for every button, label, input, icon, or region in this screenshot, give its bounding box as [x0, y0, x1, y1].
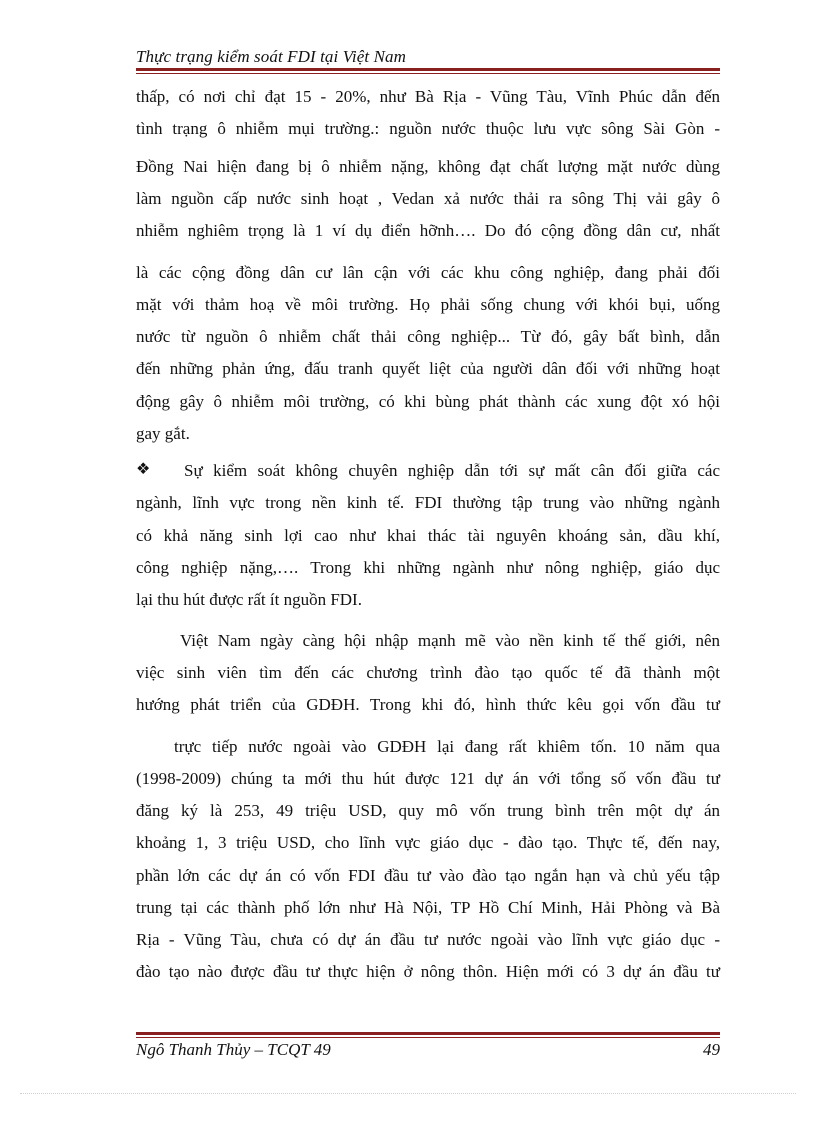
footer-author: Ngô Thanh Thủy – TCQT 49	[136, 1040, 331, 1059]
bullet-line: Sự kiểm soát không chuyên nghiệp dẫn tới sự mất cân đối giữa các	[184, 461, 720, 480]
body-line: đăng ký là 253, 49 triệu USD, quy mô vốn trung bình trên một dự án	[136, 801, 720, 820]
bullet-diamond-icon: ❖	[136, 459, 151, 478]
footer-rule	[136, 1032, 720, 1038]
body-line: động gây ô nhiễm môi trường, có khi bùng phát thành các xung đột xó hội	[136, 392, 720, 411]
body-line: phần lớn các dự án có vốn FDI đầu tư vào đào tạo ngắn hạn và chủ yếu tập	[136, 866, 720, 885]
body-line: trung tại các thành phố lớn như Hà Nội, TP Hồ Chí Minh, Hải Phòng và Bà	[136, 898, 720, 917]
body-line: đến những phản ứng, đấu tranh quyết liệt của người dân đối với những hoạt	[136, 359, 720, 378]
body-line: tình trạng ô nhiễm mụi trường.: nguồn nước thuộc lưu vực sông Sài Gòn -	[136, 119, 720, 138]
body-line: việc sinh viên tìm đến các chương trình đào tạo quốc tế đã thành một	[136, 663, 720, 682]
body-line: gay gắt.	[136, 424, 190, 443]
body-line: có khả năng sinh lợi cao như khai thác tài nguyên khoáng sản, dầu khí,	[136, 526, 720, 545]
body-line: trực tiếp nước ngoài vào GDĐH lại đang rất khiêm tốn. 10 năm qua	[174, 737, 720, 756]
running-header-title: Thực trạng kiểm soát FDI tại Việt Nam	[136, 47, 406, 66]
body-line: (1998-2009) chúng ta mới thu hút được 121 dự án với tổng số vốn đầu tư	[136, 769, 720, 788]
body-line: ngành, lĩnh vực trong nền kinh tế. FDI thường tập trung vào những ngành	[136, 493, 720, 512]
paragraph-first-line: Việt Nam ngày càng hội nhập mạnh mẽ vào nền kinh tế thế giới, nên	[180, 631, 720, 650]
body-line: đào tạo nào được đầu tư thực hiện ở nông thôn. Hiện mới có 3 dự án đầu tư	[136, 962, 720, 981]
body-line: hướng phát triển của GDĐH. Trong khi đó, hình thức kêu gọi vốn đầu tư	[136, 695, 720, 714]
body-line: công nghiệp nặng,…. Trong khi những ngành như nông nghiệp, giáo dục	[136, 558, 720, 577]
body-line: Đồng Nai hiện đang bị ô nhiễm nặng, không đạt chất lượng mặt nước dùng	[136, 157, 720, 176]
body-line: khoảng 1, 3 triệu USD, cho lĩnh vực giáo dục - đào tạo. Thực tế, đến nay,	[136, 833, 720, 852]
page-edge-divider	[20, 1093, 796, 1094]
body-line: Rịa - Vũng Tàu, chưa có dự án đầu tư nước ngoài vào lĩnh vực giáo dục -	[136, 930, 720, 949]
body-line: lại thu hút được rất ít nguồn FDI.	[136, 590, 362, 609]
page-number: 49	[703, 1040, 720, 1059]
body-line: mặt với thảm hoạ về môi trường. Họ phải sống chung với khói bụi, uống	[136, 295, 720, 314]
body-line: là các cộng đồng dân cư lân cận với các khu công nghiệp, đang phải đối	[136, 263, 720, 282]
body-line: nước từ nguồn ô nhiễm chất thải công nghiệp... Từ đó, gây bất bình, dẫn	[136, 327, 720, 346]
body-line: làm nguồn cấp nước sinh hoạt , Vedan xả nước thải ra sông Thị vải gây ô	[136, 189, 720, 208]
header-rule	[136, 68, 720, 74]
body-line: nhiễm nghiêm trọng là 1 ví dụ điển hỡnh…. Do đó cộng đồng dân cư, nhất	[136, 221, 720, 240]
body-line: thấp, có nơi chỉ đạt 15 - 20%, như Bà Rịa - Vũng Tàu, Vĩnh Phúc dẫn đến	[136, 87, 720, 106]
